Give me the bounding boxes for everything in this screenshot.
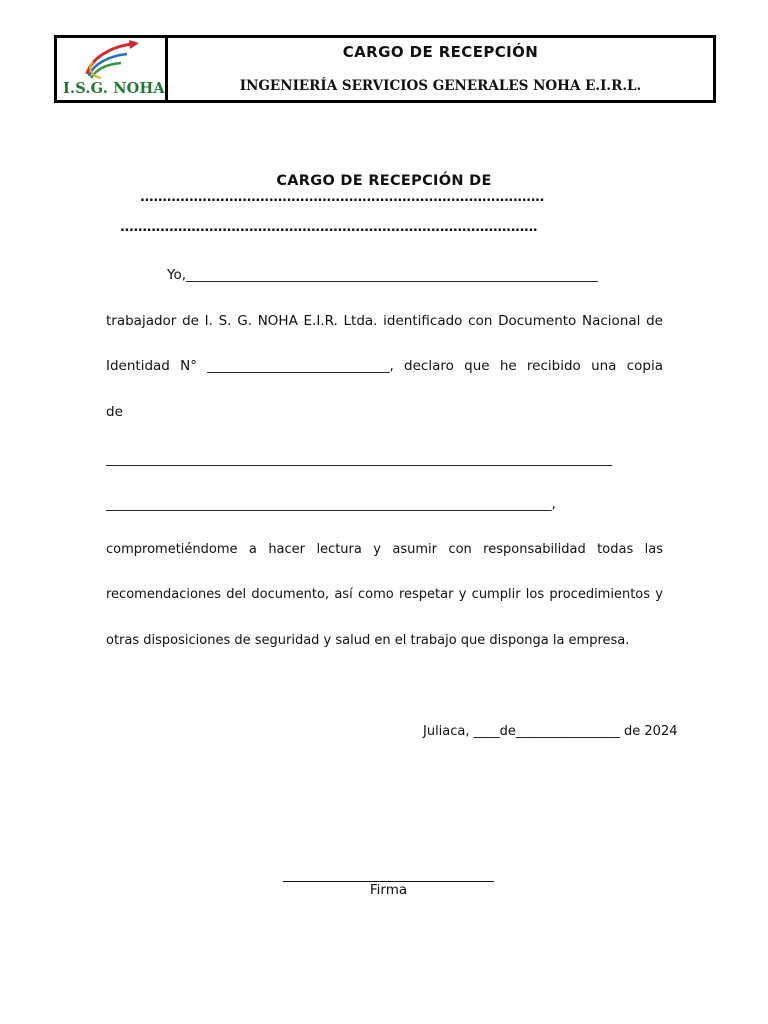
document-title: CARGO DE RECEPCIÓN DE [276, 173, 492, 189]
body-text-line: comprometiéndome a hacer lectura y asumir con responsabilidad todas las [106, 542, 663, 557]
body-text-line: trabajador de I. S. G. NOHA E.I.R. Ltda. identificado con Documento Nacional de [106, 313, 663, 329]
blank-fill-line: __________________________________________________________________, [106, 496, 556, 512]
name-line: Yo,_____________________________________________________________ [167, 267, 598, 283]
body-text-line: de [106, 404, 123, 420]
blank-fill-line: ___________________________________________________________________________ [106, 451, 613, 467]
dotted-fill-line: .............................................................................................. [120, 220, 538, 235]
document-header [54, 35, 716, 103]
signature-line [283, 869, 494, 882]
header-title: CARGO DE RECEPCIÓN [342, 43, 539, 61]
header-title-cell [168, 38, 713, 100]
company-logo [57, 38, 168, 100]
id-number-line: Identidad N° ___________________________, declaro que he recibido una copia [106, 358, 663, 374]
body-text-line: otras disposiciones de seguridad y salud en el trabajo que disponga la empresa. [106, 633, 630, 648]
signature-label: Firma [369, 882, 408, 898]
company-name: INGENIERÍA SERVICIOS GENERALES NOHA E.I.R.L. [239, 78, 642, 94]
body-text-line: recomendaciones del documento, así como respetar y cumplir los procedimientos y [106, 587, 663, 602]
dotted-fill-line: ........................................................................................... [140, 190, 544, 205]
logo-text: I.S.G. NOHA [63, 80, 165, 97]
date-line: Juliaca, ____de________________ de 2024 [423, 724, 678, 739]
